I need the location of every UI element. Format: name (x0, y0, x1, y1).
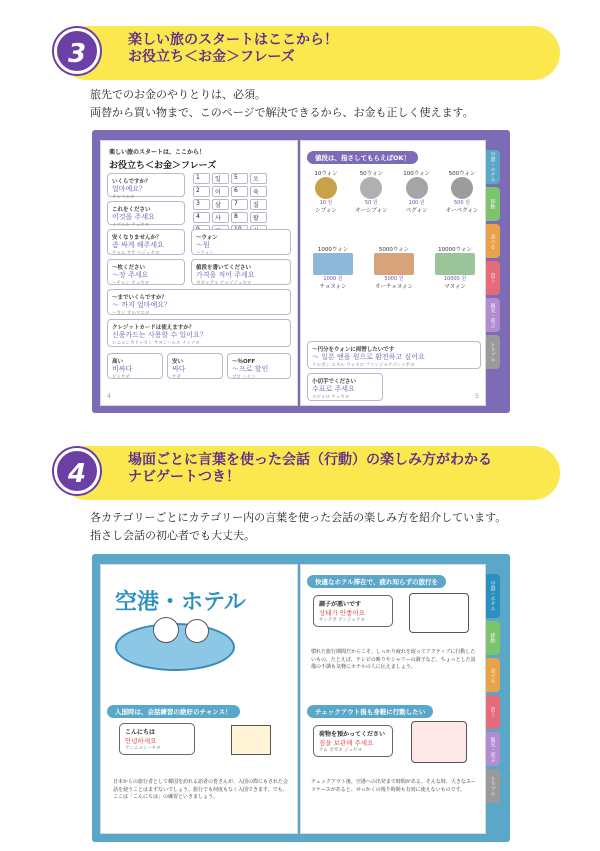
phrase-card (107, 353, 163, 379)
speech-jp: 荷物を預かってください (319, 731, 386, 738)
note-label: 5000ウォン (378, 247, 410, 253)
tab-transport[interactable]: 移動 (486, 621, 500, 655)
number-cell: 8 (231, 212, 248, 223)
section3-title (128, 32, 338, 66)
character-illustration (153, 617, 179, 643)
phrase-jp: 〜ウォン (196, 235, 218, 241)
tab-transport[interactable]: 移動 (486, 187, 500, 221)
section3-category-tabs (486, 150, 500, 369)
number-cell: 5 (231, 173, 248, 184)
phrase-ko: 비싸다 (112, 365, 133, 373)
section3-right-page (300, 140, 486, 406)
phrase-jp: 安い (172, 359, 184, 365)
phrase-ko: 좀 싸게 해주세요 (112, 241, 164, 249)
note-item (366, 245, 422, 290)
section3-intro-line2: 両替から買い物まで、このページで解決できるから、お金も正しく使えます。 (90, 106, 474, 119)
coin-label: 500ウォン (448, 171, 476, 177)
coin-item (396, 169, 438, 214)
section4-title-line2: ナビゲートつき！ (128, 469, 240, 485)
section3-spread (92, 130, 510, 413)
speech-reading: チム ボガネ ジュセヨ (319, 748, 363, 753)
speech-jp: 調子が悪いです (319, 601, 362, 608)
note-item (427, 245, 483, 290)
coin-reading: シブォン (315, 208, 337, 214)
coin-100-icon (406, 177, 428, 199)
coin-50-icon (360, 177, 382, 199)
speech-reading: サンテガ アンジョアヨ (319, 618, 365, 623)
number-cell: 3 (193, 199, 210, 210)
tab-airport-hotel[interactable]: 空港・ホテル (486, 150, 500, 184)
phrase-jp: 〜枚ください (112, 265, 146, 271)
phrase-card (107, 259, 185, 285)
tab-eat[interactable]: 食べる (486, 658, 500, 692)
page-number: 5 (475, 393, 479, 400)
phrase-reading: 〜カジ オルマエヨ (112, 311, 150, 316)
right-page-pill: 値段は、指さしてもらえばOK！ (307, 151, 418, 164)
phrase-ko: 수표로 주세요 (312, 385, 355, 393)
speech-ko: 상태가 안좋아요 (319, 609, 366, 617)
phrase-jp: 〜％OFF (232, 359, 256, 365)
luggage-character-illustration (411, 721, 467, 763)
coin-label: 100ウォン (403, 171, 431, 177)
phrase-card (191, 229, 291, 255)
coin-10-icon (315, 177, 337, 199)
phrase-card (107, 201, 185, 228)
number-cell: 4 (193, 212, 210, 223)
section4-title-line1: 場面ごとに言葉を使った会話（行動）の楽しみ方がわかる (128, 452, 492, 468)
phrase-ko: 가격을 적어 주세요 (196, 271, 255, 279)
phrase-ko: 〜 일본 엔을 원으로 환전하고 싶어요 (312, 353, 425, 361)
coin-value: 500 원 (454, 200, 470, 206)
phrase-jp: 〜円分をウォンに両替したいです (312, 347, 395, 353)
number-cell: 6 (231, 186, 248, 197)
section3-left-page (100, 140, 298, 406)
phrase-card (107, 289, 291, 315)
phrase-jp: 〜までいくらですか？ (112, 295, 167, 301)
coin-row (305, 169, 483, 214)
phrase-reading: ピッサダ (112, 375, 130, 380)
banknote-1000-icon (313, 253, 353, 275)
phrase-reading: シニョンカドゥヌン サヨンハルス イッソヨ (112, 341, 200, 346)
number-cell: 육 (250, 186, 267, 197)
phrase-ko: 이것을 주세요 (112, 213, 155, 221)
left-page-header-big: お役立ち＜お金＞フレーズ (109, 161, 217, 171)
note-reading: オーチョヌォン (374, 284, 414, 290)
section4-title (128, 452, 492, 486)
number-cell: 삼 (212, 199, 229, 210)
section4-intro (90, 509, 506, 545)
phrase-jp: これをください (112, 207, 151, 213)
section4-category-tabs (486, 574, 500, 803)
phrase-jp: 高い (112, 359, 124, 365)
speech-bubble (313, 725, 393, 757)
number-cell: 오 (250, 173, 267, 184)
phrase-jp: 小切手でください (312, 379, 357, 385)
phrase-reading: 〜チャン チュセヨ (112, 281, 150, 286)
phrase-ko: 신용카드는 사용할 수 있어요？ (112, 331, 207, 339)
left-page-big-title: 空港・ホテル (115, 590, 246, 615)
right-page-body-text-2: チェックアウト後、空港への出発まで時間がある。そんな時、大きなスーツケースがあると、せっかくの残り時間も有効に使えないものです。 (311, 779, 476, 793)
section3-title-line2: お役立ち＜お金＞フレーズ (128, 49, 295, 65)
phrase-reading: カギョグル チョゴジュセヨ (196, 281, 252, 286)
speech-jp: こんにちは (125, 729, 156, 736)
exchange-card (307, 341, 481, 369)
speech-reading: アンニョンハセヨ (125, 746, 161, 751)
phrase-jp: いくらですか？ (112, 179, 151, 185)
number-cell: 이 (212, 186, 229, 197)
coin-reading: オーシブォン (355, 208, 388, 214)
coin-label: 50ウォン (359, 171, 383, 177)
phrase-reading: イゴスル チュセヨ (112, 223, 150, 228)
phrase-card (167, 353, 223, 379)
phrase-ko: 〜장 주세요 (112, 271, 149, 279)
coin-value: 100 원 (408, 200, 425, 206)
section3-intro (90, 86, 474, 122)
section4-left-page (100, 564, 298, 834)
note-value: 1000 원 (323, 276, 343, 282)
phrase-ko: 싸다 (172, 365, 186, 373)
coin-item (350, 169, 392, 214)
note-value: 10000 원 (443, 276, 467, 282)
tab-buy[interactable]: 買う (486, 695, 500, 729)
tab-eat[interactable]: 食べる (486, 224, 500, 258)
speech-bubble (119, 723, 195, 755)
section4-right-page (300, 564, 486, 834)
phrase-card (191, 259, 291, 285)
number-grid (193, 173, 267, 236)
phrase-ko: 〜프로 할인 (232, 365, 269, 373)
number-cell: 1 (193, 173, 210, 184)
left-page-body-text: 日本からの旅行者として韓国を訪れる語者の皆さんが、入国の際にもされた会話を使うことはまずないでしょう。旅行でも何度もなく入国できます。でも、ここは「こんにちは」の練習といきましょう。 (113, 779, 289, 800)
tab-buy[interactable]: 買う (486, 261, 500, 295)
small-change-card (307, 373, 383, 401)
phrase-card (107, 229, 185, 255)
right-page-body-text-1: 慣れた旅行期間だからこそ、しっかり疲れを取ってアクティブに行動したいもの。たとえば、テレビの映りやシャワーの調子など、ちょっとした設備の不調も気軽にホテルの人に伝えましょう。 (311, 649, 476, 670)
section4-intro-line2: 指さし会話の初心者でも大丈夫。 (90, 529, 255, 542)
coin-500-icon (451, 177, 473, 199)
section3-title-line1: 楽しい旅のスタートはここから！ (128, 32, 338, 48)
speech-ko: 짐을 보관해 주세요 (319, 739, 374, 747)
coin-reading: オーペグォン (445, 208, 479, 214)
phrase-jp: 安くなりませんか？ (112, 235, 162, 241)
coin-item (305, 169, 347, 214)
coin-reading: ペグォン (405, 208, 428, 214)
tab-trouble[interactable]: トラブル (486, 769, 500, 803)
coin-item (441, 169, 483, 214)
phrase-ko: 〜원 (196, 241, 210, 249)
phrase-reading: チョム サゲ ヘジュセヨ (112, 251, 160, 256)
speech-ko: 안녕하세요 (125, 737, 157, 745)
note-reading: マヌォン (444, 284, 466, 290)
coin-value: 10 원 (319, 200, 333, 206)
note-label: 1000ウォン (317, 247, 349, 253)
note-label: 10000ウォン (438, 247, 472, 253)
right-page-pill-hotel: 快適なホテル滞在で、疲れ知らずの旅行を (307, 575, 446, 588)
phrase-reading: 〜ウォン (196, 251, 214, 256)
tab-trouble[interactable]: トラブル (486, 335, 500, 369)
phrase-ko: 〜 까지 얼마예요？ (112, 301, 172, 309)
number-cell: 일 (212, 173, 229, 184)
phrase-jp: 値段を書いてください (196, 265, 252, 271)
tab-sightseeing[interactable]: 観光・遊ぶ (486, 298, 500, 332)
left-page-pill: 入国時は、会話練習の絶好のチャンス！ (107, 705, 240, 718)
phrase-reading: オルマエヨ (112, 195, 135, 200)
note-value: 5000 원 (384, 276, 404, 282)
page-number: 4 (107, 393, 111, 400)
coin-label: 10ウォン (314, 171, 338, 177)
section3-intro-line1: 旅先でのお金のやりとりは、必須。 (90, 88, 266, 101)
phrase-reading: イルボン エヌル ウォヌロ ファンジョナゴシッポヨ (312, 363, 415, 368)
note-row (305, 245, 483, 290)
note-item (305, 245, 361, 290)
speech-bubble (313, 595, 393, 627)
phrase-card (107, 173, 185, 200)
section4-spread (92, 554, 510, 842)
number-cell: 칠 (250, 199, 267, 210)
phrase-jp: クレジットカードは使えますか？ (112, 325, 195, 331)
phrase-card (107, 319, 291, 347)
phrase-card (227, 353, 291, 379)
tab-airport-hotel[interactable]: 空港・ホテル (486, 574, 500, 618)
right-page-pill-checkout: チェックアウト後も身軽に行動したい (307, 705, 433, 718)
immigration-officer-illustration (231, 725, 271, 755)
tab-sightseeing[interactable]: 観光・遊ぶ (486, 732, 500, 766)
phrase-reading: サダ (172, 375, 181, 380)
phrase-reading: プロ ハリン (232, 375, 256, 380)
section4-number-badge: 4 (54, 448, 100, 494)
section4-intro-line1: 各カテゴリーごとにカテゴリー内の言葉を使った会話の楽しみ方を紹介しています。 (90, 511, 507, 524)
section3-number-badge: 3 (54, 28, 100, 74)
phone-character-illustration (409, 593, 469, 633)
phrase-reading: スピョロ チュセヨ (312, 395, 350, 400)
coin-value: 50 원 (364, 200, 378, 206)
phrase-ko: 얼마예요？ (112, 185, 147, 193)
number-cell: 2 (193, 186, 210, 197)
number-cell: 7 (231, 199, 248, 210)
banknote-5000-icon (374, 253, 414, 275)
note-reading: チョヌォン (319, 284, 347, 290)
number-cell: 사 (212, 212, 229, 223)
number-cell: 팔 (250, 212, 267, 223)
left-page-header-small: 楽しい旅のスタートは、ここから！ (109, 149, 206, 156)
banknote-10000-icon (435, 253, 475, 275)
character-illustration (185, 619, 209, 643)
